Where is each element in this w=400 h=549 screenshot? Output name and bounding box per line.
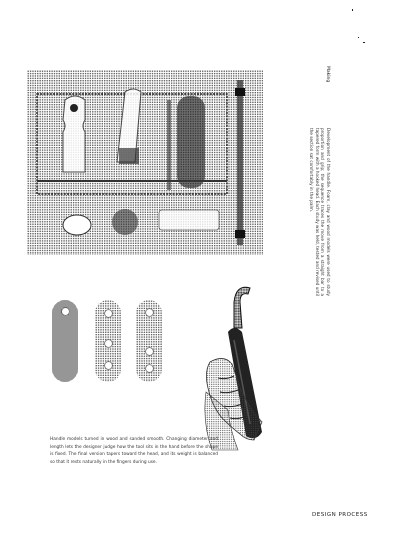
side-caption: Development of the handle. Foam, clay and wood models were used to study proportion and grip; the sequence traces the move from a straight bar to a tapered form with a hooked head. Each study was held, tested and revised until the section sat comfortably in the palm.: [309, 128, 331, 296]
handle-bore: [146, 348, 153, 355]
drawing-board-illustration: [27, 70, 263, 255]
corner-mark-right: [363, 42, 365, 43]
handle-bore: [105, 340, 112, 347]
hand-holding-tool-illustration: [204, 282, 329, 452]
corner-mark-right-2: [358, 37, 359, 38]
handle-bore: [105, 362, 112, 369]
top-photo: [27, 70, 263, 255]
handle-bore: [146, 365, 153, 372]
bottom-caption: Handle models turned in wood and sanded smooth. Changing diameter and length lets the designer judge how the tool sits in the hand before the shape is fixed. The final version tapers toward the head, and its weight is balanced so that it rests naturally in the fingers during use.: [50, 437, 218, 465]
handle-bore: [146, 309, 153, 316]
chapter-label: [322, 66, 332, 86]
hand-photo: [204, 282, 329, 452]
chapter-label-text: Making: [325, 66, 330, 83]
handle-model-1: [52, 300, 78, 382]
handle-model-3: [136, 300, 162, 382]
handle-bore: [105, 310, 112, 317]
page-folio: DESIGN PROCESS: [312, 512, 368, 518]
side-caption-block: [297, 128, 331, 296]
handle-model-2: [95, 300, 121, 382]
handle-bore: [62, 308, 69, 315]
corner-mark-top: [352, 9, 353, 11]
